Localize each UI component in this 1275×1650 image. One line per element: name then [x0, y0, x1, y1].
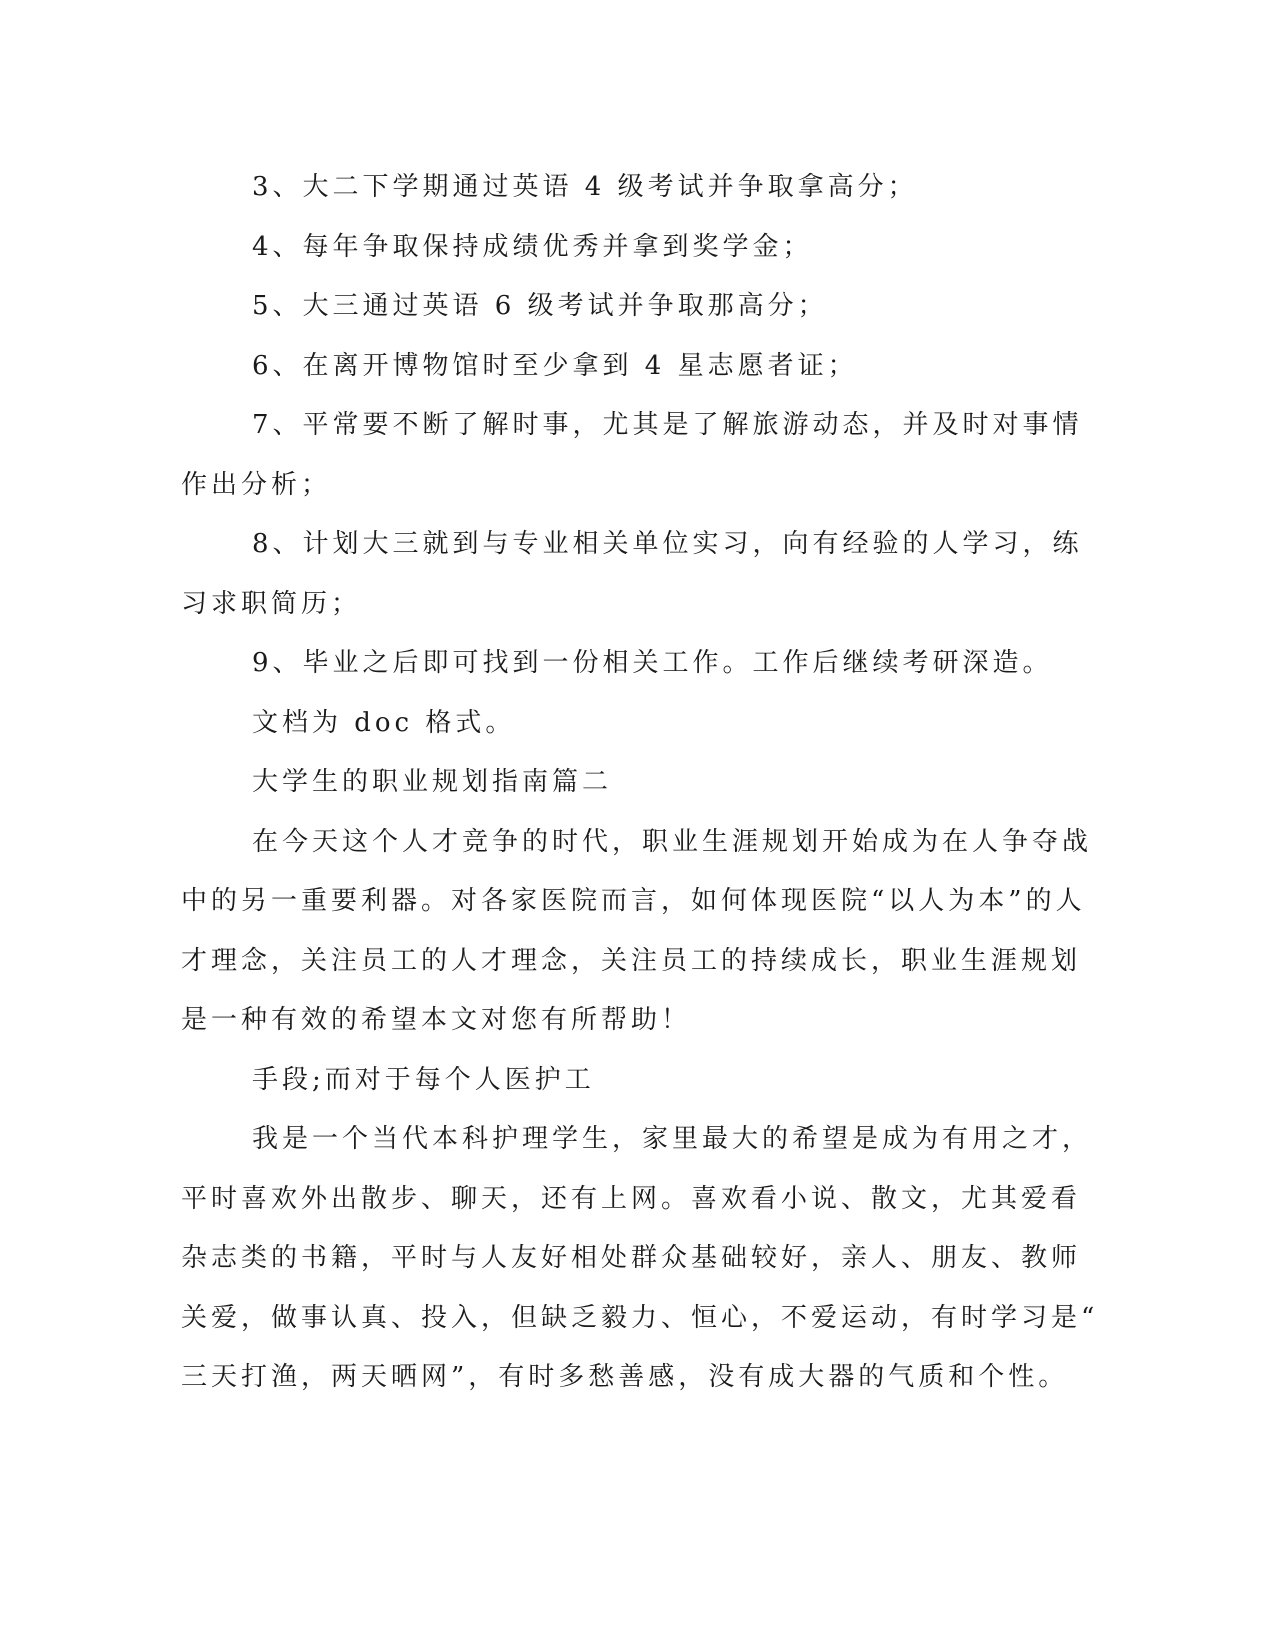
intro-paragraph-line-2: 中的另一重要利器。对各家医院而言，如何体现医院“以人为本”的人 — [181, 886, 1086, 916]
format-note: 文档为 doc 格式。 — [252, 707, 516, 738]
goal-item-7-line-1: 7、平常要不断了解时事，尤其是了解旅游动态，并及时对事情 — [252, 410, 1083, 440]
goal-item-8-line-2: 习求职简历； — [181, 588, 362, 619]
goal-item-6: 6、在离开博物馆时至少拿到 4 星志愿者证； — [252, 350, 858, 381]
means-line: 手段;而对于每个人医护工 — [252, 1064, 595, 1095]
intro-paragraph-line-4: 是一种有效的希望本文对您有所帮助！ — [181, 1005, 692, 1035]
self-intro-line-3: 杂志类的书籍，平时与人友好相处群众基础较好，亲人、朋友、教师 — [181, 1243, 1082, 1273]
intro-paragraph-line-3: 才理念，关注员工的人才理念，关注员工的持续成长，职业生涯规划 — [181, 945, 1082, 976]
section-heading: 大学生的职业规划指南篇二 — [252, 767, 613, 797]
goal-item-8-line-1: 8、计划大三就到与专业相关单位实习，向有经验的人学习，练 — [252, 529, 1083, 559]
self-intro-line-2: 平时喜欢外出散步、聊天，还有上网。喜欢看小说、散文，尤其爱看 — [181, 1183, 1082, 1214]
intro-paragraph-line-1: 在今天这个人才竞争的时代，职业生涯规划开始成为在人争夺战 — [252, 826, 1093, 857]
self-intro-line-4: 关爱，做事认真、投入，但缺乏毅力、恒心，不爱运动，有时学习是“ — [181, 1302, 1099, 1333]
goal-item-5: 5、大三通过英语 6 级考试并争取那高分； — [252, 291, 828, 321]
self-intro-line-1: 我是一个当代本科护理学生，家里最大的希望是成为有用之才， — [252, 1124, 1093, 1154]
goal-item-7-line-2: 作出分析； — [181, 469, 332, 500]
self-intro-line-5: 三天打渔，两天晒网”，有时多愁善感，没有成大器的气质和个性。 — [181, 1362, 1069, 1392]
goal-item-9: 9、毕业之后即可找到一份相关工作。工作后继续考研深造。 — [252, 648, 1053, 678]
goal-item-3: 3、大二下学期通过英语 4 级考试并争取拿高分； — [252, 172, 918, 202]
goal-item-4: 4、每年争取保持成绩优秀并拿到奖学金； — [252, 231, 813, 262]
document-body — [181, 158, 1099, 1408]
